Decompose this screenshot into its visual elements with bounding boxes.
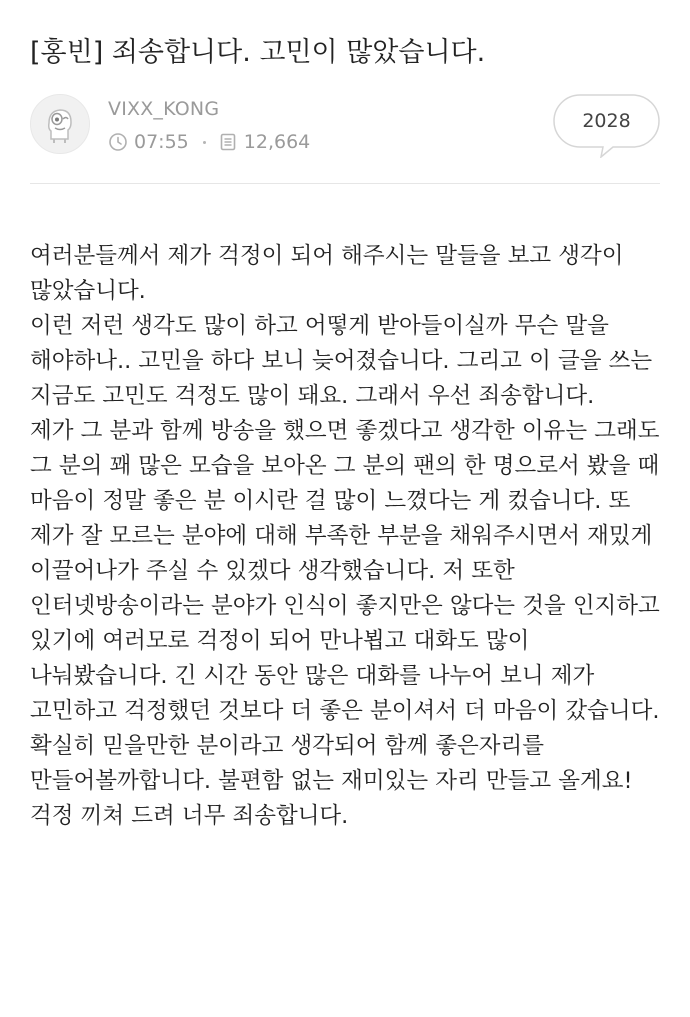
comment-count: 2028 [582,110,631,132]
clock-icon [108,132,128,152]
divider [30,183,660,184]
comment-button[interactable] [553,94,660,158]
post-meta [30,94,660,156]
body-paragraph: 여러분들께서 제가 걱정이 되어 해주시는 말들을 보고 생각이 많았습니다. [30,243,624,304]
author-avatar[interactable] [30,94,90,154]
post-title: [홍빈] 죄송합니다. 고민이 많았습니다. [30,37,486,68]
body-paragraph: 확실히 믿을만한 분이라고 생각되어 함께 좋은자리를 만들어볼까합니다. 불편함 없는 재미있는 자리 만들고 올게요! [30,733,633,794]
character-avatar-icon [31,95,89,153]
body-paragraph: 제가 그 분과 함께 방송을 했으면 좋겠다고 생각한 이유는 그래도 그 분의 꽤 많은 모습을 보아온 그 분의 팬의 한 명으로서 봤을 때 마음이 정말 좋은 분 이시란 걸 많이 느꼈다는 게 컸습니다. 또 제가 잘 모르는 분야에 대해 부족한 부분을 채워주시면서 재밌게 이끌어나가 주실 수 있겠다 생각했습니다. 저 또한 인터넷방송이라는 분야가 인식이 좋지만은 않다는 것을 인지하고 있기에 여러모로 걱정이 되어 만나뵙고 대화도 많이 나눠봤습니다. 긴 시간 동안 많은 대화를 나누어 보니 제가 고민하고 걱정했던 것보다 더 좋은 분이셔서 더 마음이 갔습니다. [30,418,660,724]
post-body [30,239,660,834]
body-paragraph: 걱정 끼쳐 드려 너무 죄송합니다. [30,803,349,829]
post-time: 07:55 [134,131,189,153]
post-stats [108,129,310,155]
separator-dot [203,141,206,144]
body-paragraph: 이런 저런 생각도 많이 하고 어떻게 받아들이실까 무슨 말을 해야하나.. 고민을 하다 보니 늦어졌습니다. 그리고 이 글을 쓰는 지금도 고민도 걱정도 많이 돼요. 그래서 우선 죄송합니다. [30,313,653,409]
author-name[interactable]: VIXX_KONG [108,98,220,120]
document-icon [218,132,238,152]
view-count: 12,664 [243,131,311,153]
